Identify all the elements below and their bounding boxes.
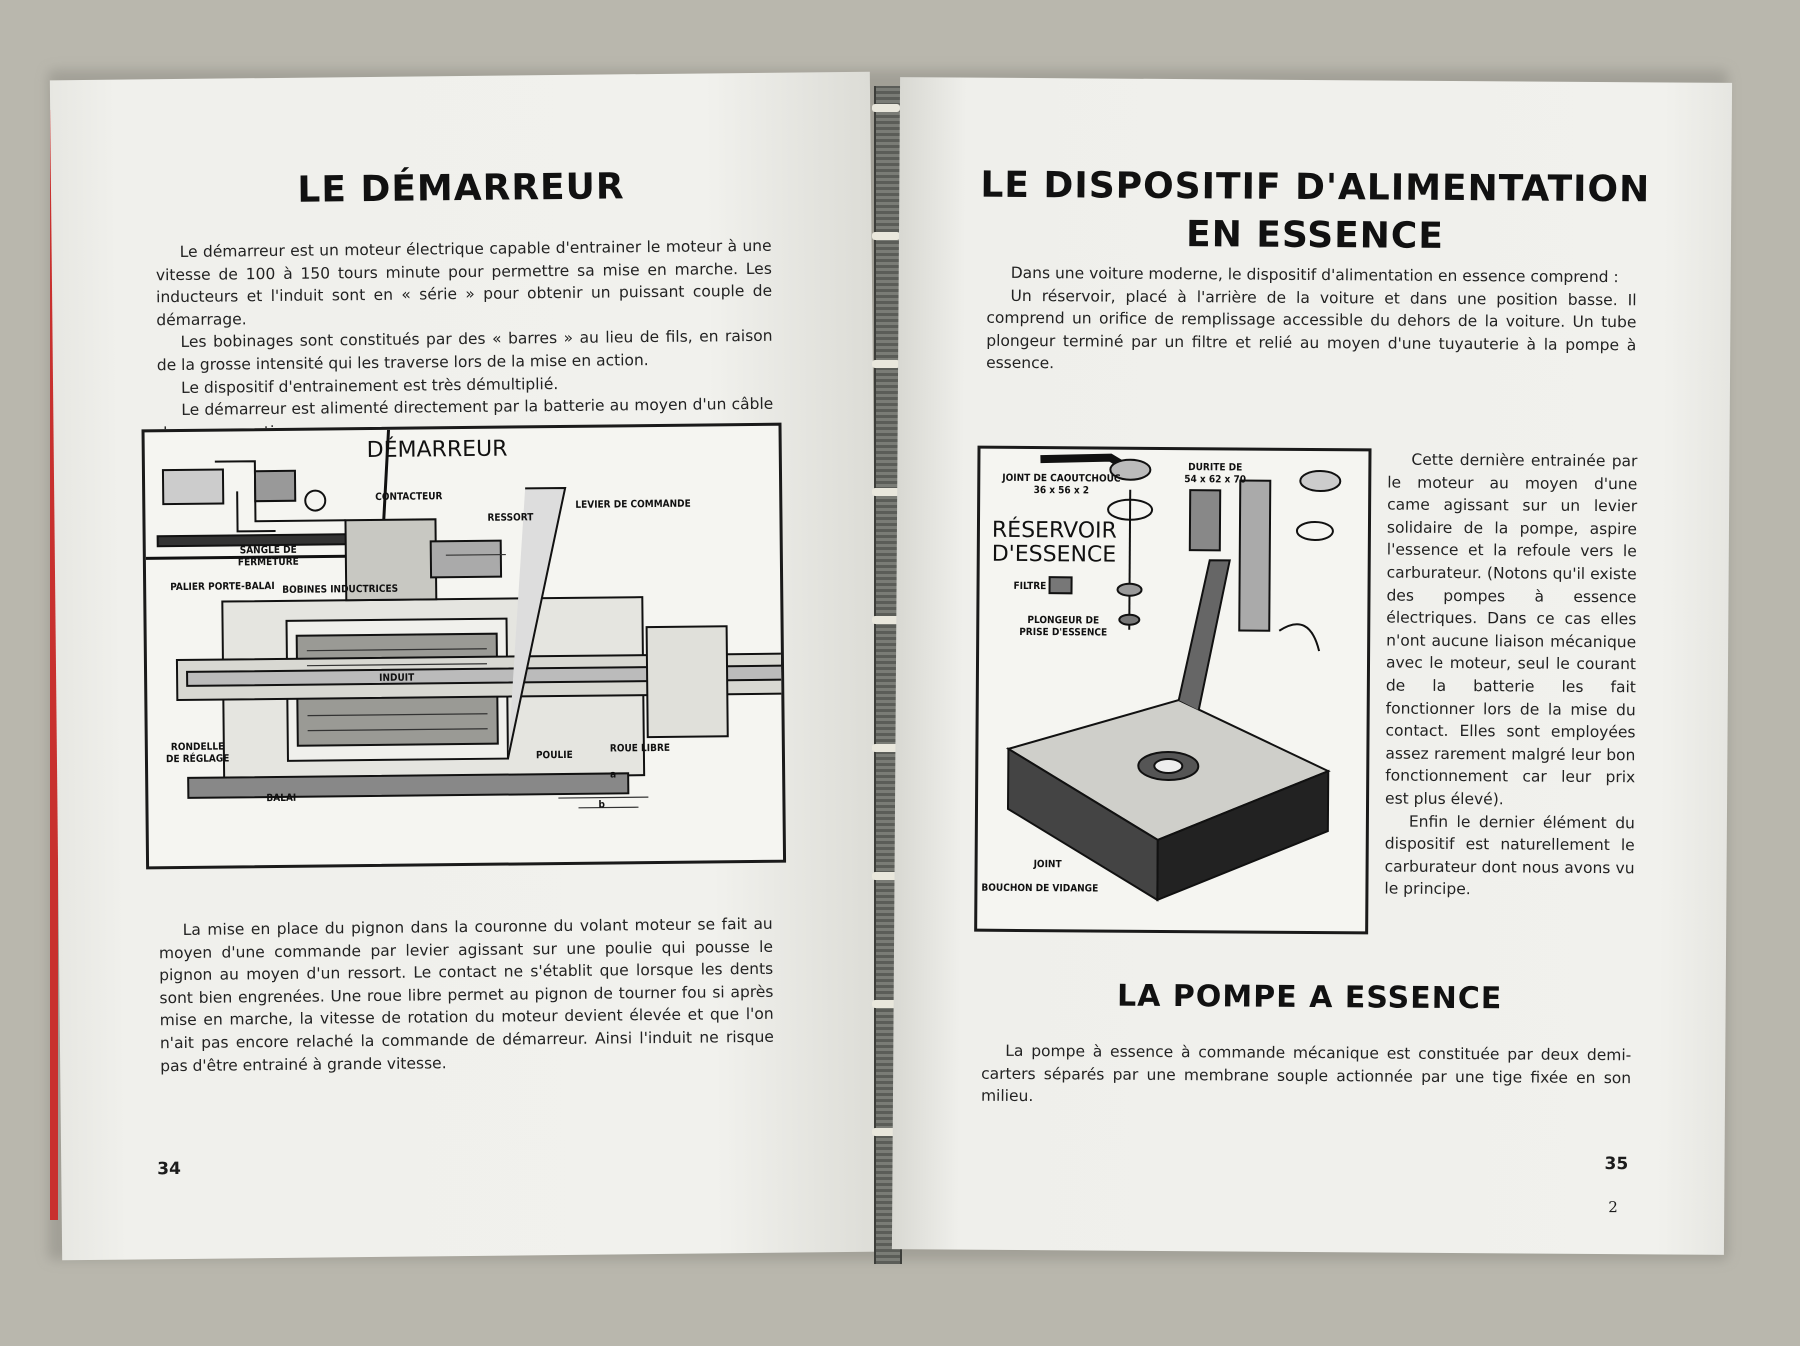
label-filtre: FILTRE <box>1013 580 1047 593</box>
label-plongeur: PLONGEUR DE PRISE D'ESSENCE <box>1019 615 1108 639</box>
fuel-tank-diagram <box>974 446 1371 935</box>
paragraph: Les bobinages sont constitués par des « barres » au lieu de fils, en raison de la grosse intensité qui les traverse lors de la mise en action. <box>156 327 773 375</box>
paragraph: Un réservoir, placé à l'arrière de la voiture et dans une position basse. Il comprend un orifice de remplissage accessible du dehors de la voiture. Un tube plongeur terminé par un filtre et relié au moyen d'une tuyauterie à la pompe à essence. <box>986 286 1637 373</box>
pump-text <box>981 1040 1631 1112</box>
label-palier: PALIER PORTE-BALAI <box>170 580 275 594</box>
figure-title: DÉMARREUR <box>366 436 508 464</box>
label-joint-caoutchouc: JOINT DE CAOUTCHOUC 36 x 56 x 2 <box>1002 472 1121 497</box>
page-number: 35 <box>1604 1154 1629 1175</box>
starter-drawing <box>145 426 784 867</box>
intro-text <box>986 262 1637 380</box>
label-induit: INDUIT <box>379 672 415 684</box>
intro-text <box>156 235 774 445</box>
label-roue-libre: ROUE LIBRE <box>609 742 671 755</box>
signature-mark: 2 <box>1608 1198 1618 1217</box>
side-text <box>1384 449 1637 903</box>
label-levier: LEVIER DE COMMANDE <box>575 498 691 511</box>
label-joint: JOINT <box>1033 859 1062 871</box>
label-balai: BALAI <box>266 792 297 805</box>
right-page <box>892 77 1732 1255</box>
title-line: LE DISPOSITIF D'ALIMENTATION <box>980 164 1651 211</box>
label-contacteur: CONTACTEUR <box>375 491 443 503</box>
page-title <box>899 161 1732 263</box>
label-ressort: RESSORT <box>487 512 534 524</box>
page-number: 34 <box>157 1159 182 1180</box>
label-rondelle: RONDELLE DE RÉGLAGE <box>165 741 230 766</box>
paragraph: Dans une voiture moderne, le dispositif d'alimentation en essence comprend : <box>1010 263 1619 287</box>
paragraph: La mise en place du pignon dans la couronne du volant moteur se fait au moyen d'une commande par levier agissant sur une poulie qui pousse le pignon au moyen d'un ressort. Le contact ne s'établit que lorsque les dents sont bien engrenées. Une roue libre permet au pignon de tourner fou si après mise en marche, la vitesse de rotation du moteur devient élevée et que l'on n'ait pas encore relaché la commande de démarreur. Ainsi l'induit ne risque pas d'être entrainé à grande vitesse. <box>158 914 774 1075</box>
paragraph: Le démarreur est alimenté directement par la batterie au moyen d'un câble <box>181 394 774 420</box>
spine-stitch <box>872 232 900 240</box>
label-dim-a: a <box>610 769 617 781</box>
left-page <box>50 72 882 1261</box>
paragraph: Enfin le dernier élément du dispositif est naturellement le carburateur dont nous avons vu le principe. <box>1384 812 1635 899</box>
section-title: LA POMPE A ESSENCE <box>1116 978 1503 1017</box>
label-poulie: POULIE <box>535 749 573 762</box>
spine-stitch <box>872 104 900 112</box>
label-dim-b: b <box>598 799 605 811</box>
spine-stitch <box>872 360 900 368</box>
spine-stitch <box>872 488 900 496</box>
title-line: EN ESSENCE <box>1185 214 1445 257</box>
label-bouchon: BOUCHON DE VIDANGE <box>981 882 1099 895</box>
bottom-text <box>159 913 775 1078</box>
paragraph: La pompe à essence à commande mécanique est constituée par deux demi-carters séparés par une membrane souple actionnée par une tige fixée en son milieu. <box>980 1041 1632 1106</box>
label-bobines: BOBINES INDUCTRICES <box>282 583 399 596</box>
label-sangle: SANGLE DE FERMETURE <box>237 544 299 569</box>
paragraph: Le démarreur est un moteur électrique capable d'entrainer le moteur à une vitesse de 100 à 150 tours minute pour permettre sa mise en marche. Les inducteurs et l'induit sont en « série » pour obtenir un puissant couple de démarrage. <box>155 236 773 330</box>
figure-title: RÉSERVOIR D'ESSENCE <box>991 517 1117 568</box>
paragraph: Cette dernière entrainée par le moteur au moyen d'une came agissant sur un levier solidaire de la pompe, aspire l'essence et la refoule vers le carburateur. (Notons qu'il existe des pompes à essence électriques. Dans ce cas elles n'ont aucune liaison mécanique avec le moteur, seul le courant de la batterie les fait fonctionner lors de la mise du contact. Elles sont employées assez rarement malgré leur bon fonctionnement car leur prix est plus élevé). <box>1385 450 1638 809</box>
page-title: LE DÉMARREUR <box>297 166 625 211</box>
paragraph: Le dispositif d'entrainement est très démultiplié. <box>180 374 559 397</box>
starter-diagram <box>142 423 787 870</box>
label-durite: DURITE DE 54 x 62 x 70 <box>1184 462 1247 486</box>
